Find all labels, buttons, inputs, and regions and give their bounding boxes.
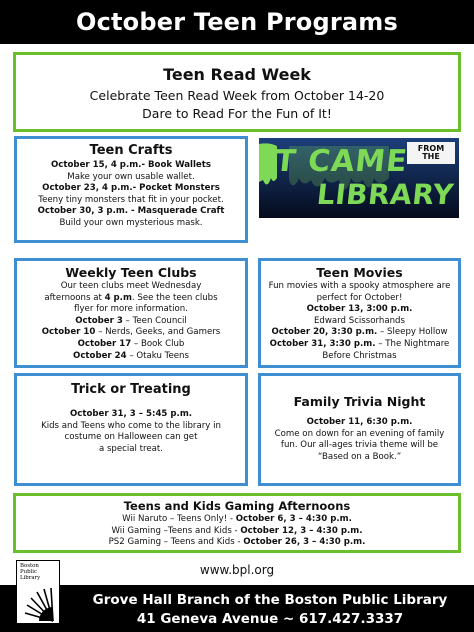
movie-name: Edward Scissorhands — [313, 315, 405, 326]
trick-desc: Kids and Teens who come to the library in — [41, 420, 221, 431]
gaming-when: October 12, 3 – 4:30 p.m. — [240, 525, 363, 536]
teen-read-week-title: Teen Read Week — [163, 65, 311, 84]
weekly-teen-clubs-box — [14, 258, 248, 368]
footer-address-phone: 41 Geneva Avenue ~ 617.427.3337 — [136, 611, 404, 627]
movie-item — [261, 327, 458, 339]
page-title: October Teen Programs — [0, 0, 474, 44]
trick-or-treating-box — [14, 373, 248, 486]
clubs-intro: Our teen clubs meet Wednesday — [60, 281, 202, 291]
club-date: October 10 — [41, 327, 96, 338]
teen-read-week-box — [13, 52, 461, 132]
clubs-intro: flyer for more information. — [74, 304, 188, 315]
gaming-name: Wii Gaming –Teens and Kids - — [111, 525, 241, 536]
trick-when: October 31, 3 – 5:45 p.m. — [69, 409, 193, 419]
trick-desc: a special treat. — [98, 443, 164, 454]
family-trivia-night-title: Family Trivia Night — [293, 394, 426, 409]
trivia-when: October 11, 6:30 p.m. — [306, 417, 413, 427]
bpl-logo-line: Boston — [20, 563, 39, 569]
craft-item-when: October 23, 4 p.m.- Pocket Monsters — [42, 183, 220, 194]
club-name: – Teen Council — [122, 315, 187, 326]
bpl-logo-sunburst-icon — [17, 583, 59, 623]
club-name: – Otaku Teens — [126, 350, 189, 361]
movies-intro: Fun movies with a spooky atmosphere are — [268, 281, 451, 291]
craft-item-desc: Make your own usable wallet. — [67, 171, 195, 182]
teen-read-week-line1: Celebrate Teen Read Week from October 14-20 — [89, 88, 385, 103]
club-name: – Nerds, Geeks, and Gamers — [95, 327, 221, 338]
trivia-desc: Come on down for an evening of family — [274, 428, 445, 439]
gaming-item — [16, 537, 458, 549]
poster-text-library: LIBRARY — [315, 178, 456, 211]
club-date: October 24 — [73, 350, 127, 361]
craft-item-desc: Teeny tiny monsters that fit in your pocket. — [38, 194, 224, 205]
movie-item — [261, 351, 458, 363]
gaming-title: Teens and Kids Gaming Afternoons — [123, 499, 351, 513]
teen-movies-title: Teen Movies — [316, 265, 403, 280]
movie-name: – Sleepy Hollow — [377, 327, 448, 338]
gaming-name: Wii Naruto – Teens Only! - — [122, 514, 236, 524]
teen-crafts-title: Teen Crafts — [89, 143, 173, 158]
clubs-intro-text: . See the teen clubs — [131, 292, 218, 303]
trivia-desc: “Based on a Book.” — [317, 451, 402, 462]
craft-item-when: October 30, 3 p.m. - Masquerade Craft — [37, 206, 225, 217]
movie-date: October 31, 3:30 p.m. — [269, 338, 376, 349]
gaming-when: October 26, 3 – 4:30 p.m. — [243, 537, 366, 548]
club-date: October 3 — [75, 315, 123, 326]
club-name: – Book Club — [131, 338, 185, 349]
bpl-logo — [16, 560, 60, 624]
club-item — [17, 316, 245, 328]
movie-date: October 20, 3:30 p.m. — [271, 327, 378, 338]
club-item — [17, 351, 245, 363]
gaming-when: October 6, 3 – 4:30 p.m. — [235, 514, 352, 524]
bpl-logo-line: Library — [20, 575, 41, 582]
bpl-logo-line: Public — [20, 569, 38, 576]
craft-item-when: October 15, 4 p.m.- Book Wallets — [51, 160, 211, 170]
gaming-item — [16, 526, 458, 538]
movie-date: October 13, 3:00 p.m. — [306, 304, 413, 315]
bpl-logo-text — [20, 563, 40, 582]
movie-name: Before Christmas — [322, 350, 397, 361]
family-trivia-night-box — [258, 373, 461, 486]
poster-text-from: FROM THE — [417, 144, 445, 161]
weekly-teen-clubs-title: Weekly Teen Clubs — [65, 265, 197, 280]
footer-bar — [0, 585, 474, 632]
movies-intro: perfect for October! — [316, 292, 403, 303]
teen-crafts-box — [14, 136, 248, 243]
teen-read-week-line2: Dare to Read For the Fun of It! — [142, 106, 332, 121]
clubs-time: 4 p.m — [104, 292, 132, 303]
footer-branch-name: Grove Hall Branch of the Boston Public Library — [92, 592, 448, 608]
club-date: October 17 — [77, 338, 132, 349]
club-item — [17, 339, 245, 351]
movie-item — [261, 316, 458, 328]
clubs-intro — [17, 293, 245, 305]
poster-text-main: IT CAME — [261, 144, 410, 179]
gaming-item — [16, 514, 458, 526]
trick-desc: costume on Halloween can get — [64, 432, 198, 443]
movie-item — [261, 339, 458, 351]
gaming-afternoons-box — [13, 493, 461, 553]
website-link[interactable]: www.bpl.org — [199, 563, 275, 577]
gaming-name: PS2 Gaming – Teens and Kids - — [108, 537, 244, 548]
clubs-intro-text: afternoons at — [44, 292, 105, 303]
movie-item — [261, 304, 458, 316]
club-item — [17, 327, 245, 339]
movie-name: – The Nightmare — [375, 338, 450, 349]
it-came-from-the-library-poster — [259, 138, 459, 218]
trick-or-treating-title: Trick or Treating — [71, 382, 191, 397]
trivia-desc: fun. Our all-ages trivia theme will be — [280, 440, 439, 451]
craft-item-desc: Build your own mysterious mask. — [59, 217, 203, 228]
teen-movies-box — [258, 258, 461, 368]
